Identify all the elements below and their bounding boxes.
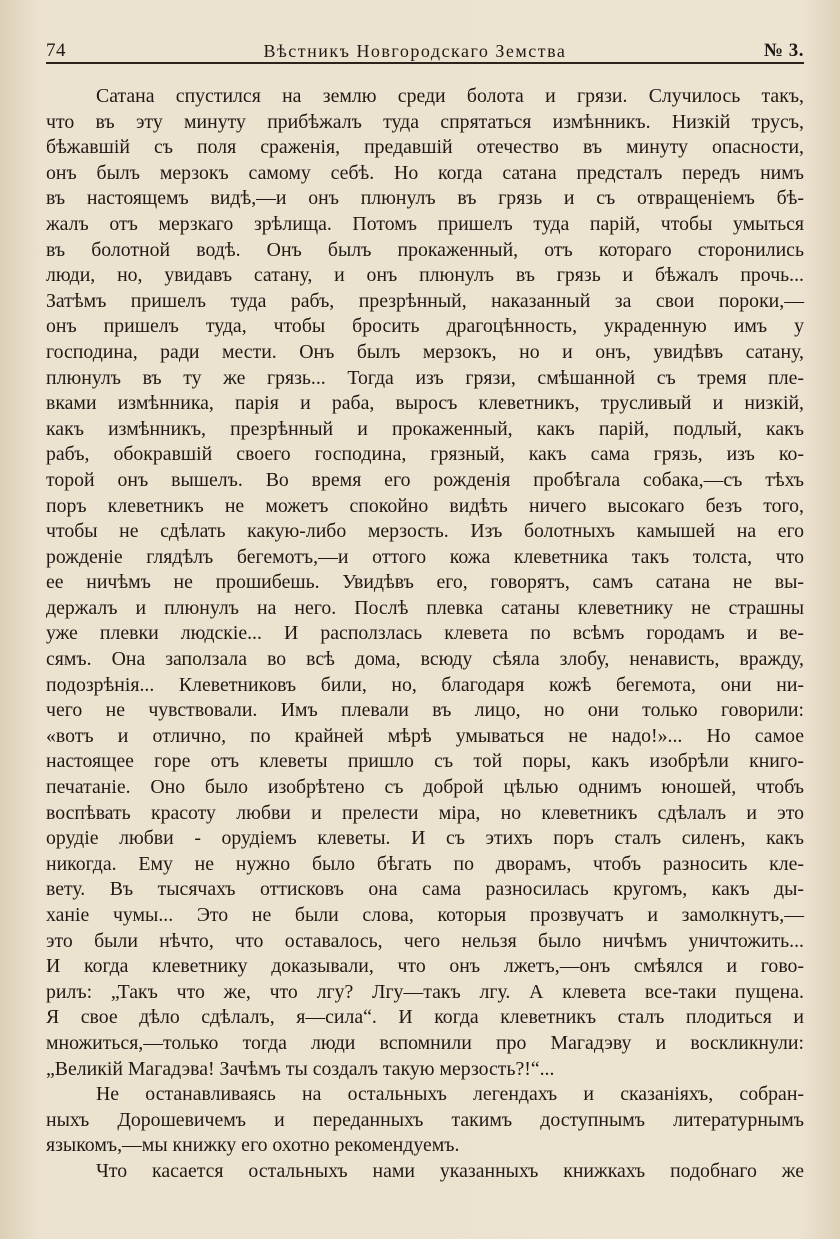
text-line: множиться,—только тогда люди вспомнили про Магадэву и воскликнули: [46,1031,804,1054]
page-header [46,32,804,62]
text-line: въ настоящемъ видѣ,—и онъ плюнулъ въ грязь и съ отвращеніемъ бѣ- [46,187,804,210]
page-number: 74 [46,40,66,61]
text-line: господина, ради мести. Онъ былъ мерзокъ, но и онъ, увидѣвъ сатану, [46,340,804,363]
text-line: рожденіе глядѣлъ бегемотъ,—и оттого кожа клеветника такъ толста, что [46,545,804,568]
text-line: сямъ. Она заползала во всѣ дома, всюду сѣяла злобу, ненависть, вражду, [46,648,804,671]
text-line: ныхъ Дорошевичемъ и переданныхъ такимъ доступнымъ литературнымъ [46,1108,804,1131]
text-line: орудіе любви - орудіемъ клеветы. И съ этихъ поръ сталъ силенъ, какъ [46,827,804,850]
text-line: языкомъ,—мы книжку его охотно рекомендуемъ. [46,1134,460,1157]
text-line: что въ эту минуту прибѣжалъ туда спрятаться измѣнникъ. Низкій трусъ, [46,110,804,133]
text-line: рилъ: „Такъ что же, что лгу? Лгу—такъ лгу. А клевета все-таки пущена. [46,980,804,1003]
text-line: „Великій Магадэва! Зачѣмъ ты создалъ такую мерзость?!“... [46,1057,555,1080]
text-line: держалъ и плюнулъ на него. Послѣ плевка сатаны клеветнику не страшны [46,596,804,619]
text-line: Что касается остальныхъ нами указанныхъ книжкахъ подобнаго же [96,1159,804,1182]
text-line: И когда клеветнику доказывали, что онъ лжетъ,—онъ смѣялся и гово- [46,955,804,978]
text-line: какъ измѣнникъ, презрѣнный и прокаженный, какъ парій, подлый, какъ [46,417,804,440]
text-line: вету. Въ тысячахъ оттисковъ она сама разносилась кругомъ, какъ ды- [46,878,804,901]
text-line: люди, но, увидавъ сатану, и онъ плюнулъ въ грязь и бѣжалъ прочь... [46,264,804,287]
text-line: это были нѣчто, что оставалось, чего нельзя было ничѣмъ уничтожить... [46,929,804,952]
text-line: вками измѣнника, парія и раба, выросъ клеветникъ, трусливый и низкій, [46,392,804,415]
text-line: онъ пришелъ туда, чтобы бросить драгоцѣнность, украденную имъ у [46,315,804,338]
text-line: ее ничѣмъ не прошибешь. Увидѣвъ его, говорятъ, самъ сатана не вы- [46,571,804,594]
text-line: поръ клеветникъ не можетъ спокойно видѣть ничего высокаго безъ того, [46,494,804,517]
text-line: въ болотной водѣ. Онъ былъ прокаженный, отъ котораго сторонились [46,238,804,261]
text-line: подозрѣнія... Клеветниковъ били, но, благодаря кожѣ бегемота, они ни- [46,673,804,696]
article-text [46,84,804,1185]
text-line: бѣжавшій съ поля сраженія, предавшій отечество въ минуту опасности, [46,136,804,159]
text-line: Не останавливаясь на остальныхъ легендахъ и сказаніяхъ, собран- [96,1083,804,1106]
text-line: чтобы не сдѣлать какую-либо мерзость. Изъ болотныхъ камышей на его [46,520,804,543]
text-line: Затѣмъ пришелъ туда рабъ, презрѣнный, наказанный за свои пороки,— [46,289,804,312]
header-rule [46,62,804,64]
issue-number: № 3. [763,40,804,61]
journal-title: Вѣстникъ Новгородскаго Земства [263,41,567,61]
text-line: настоящее горе отъ клеветы пришло съ той поры, какъ изобрѣли книго- [46,750,804,773]
text-line: Сатана спустился на землю среди болота и грязи. Случилось такъ, [96,85,804,107]
text-line: воспѣвать красоту любви и прелести міра, но клеветникъ сдѣлалъ и это [46,801,804,824]
text-line: Я свое дѣло сдѣлалъ, я—сила“. И когда клеветникъ сталъ плодиться и [46,1006,804,1029]
text-line: печатаніе. Оно было изобрѣтено съ доброй цѣлью однимъ юношей, чтобъ [46,776,804,799]
text-line: онъ былъ мерзокъ самому себѣ. Но когда сатана предсталъ передъ нимъ [46,161,804,184]
text-line: уже плевки людскіе... И расползлась клевета по всѣмъ городамъ и ве- [46,622,804,645]
text-line: чего не чувствовали. Имъ плевали въ лицо, но они только говорили: [46,699,804,722]
text-line: рабъ, обокравшій своего господина, грязный, какъ сама грязь, изъ ко- [46,443,804,466]
text-line: торой онъ вышелъ. Во время его рожденія пробѣгала собака,—съ тѣхъ [46,468,804,491]
text-line: «вотъ и отлично, по крайней мѣрѣ умываться не надо!»... Но самое [46,724,804,747]
text-line: плюнулъ въ ту же грязь... Тогда изъ грязи, смѣшанной съ тремя пле- [46,366,804,389]
text-line: жалъ отъ мерзкаго зрѣлища. Потомъ пришелъ туда парій, чтобы умыться [46,212,804,235]
text-line: никогда. Ему не нужно было бѣгать по дворамъ, чтобъ разносить кле- [46,852,804,875]
text-line: ханіе чумы... Это не были слова, которыя прозвучатъ и замолкнутъ,— [46,904,804,926]
